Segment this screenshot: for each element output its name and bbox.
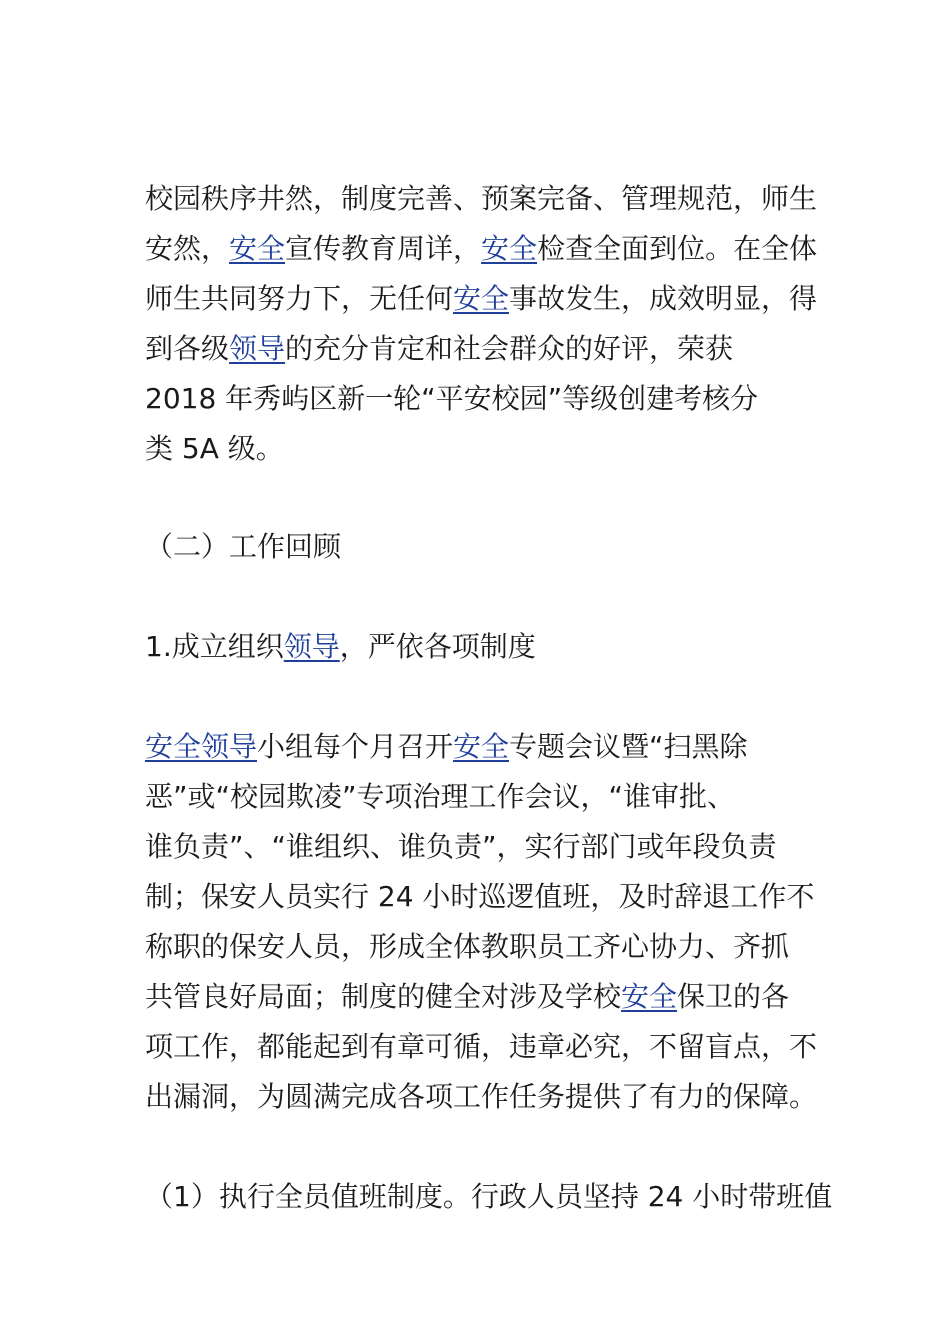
text-segment: 事故发生，成效明显，得 bbox=[509, 282, 818, 315]
text-segment: 出漏洞，为圆满完成各项工作任务提供了有力的保障。 bbox=[145, 1080, 818, 1113]
para2-line2 bbox=[145, 772, 735, 822]
text-segment: 谁负责”、“谁组织、谁负责”，实行部门或年段负责 bbox=[145, 830, 777, 863]
link-lingdao[interactable]: 领导 bbox=[283, 630, 340, 663]
para1-line4 bbox=[145, 324, 733, 374]
text-segment: 共管良好局面；制度的健全对涉及学校 bbox=[145, 980, 622, 1013]
link-anquan[interactable]: 安全 bbox=[481, 232, 538, 265]
para1-line5 bbox=[145, 374, 758, 424]
text-segment: 2018 年秀屿区新一轮“平安校园”等级创建考核分 bbox=[145, 382, 759, 415]
para1-line3 bbox=[145, 274, 817, 324]
link-anquan[interactable]: 安全 bbox=[453, 282, 510, 315]
para2-line6 bbox=[145, 972, 789, 1022]
para2-line5 bbox=[145, 922, 789, 972]
text-segment: 校园秩序井然，制度完善、预案完备、管理规范，师生 bbox=[145, 182, 818, 215]
text-segment: 类 5A 级。 bbox=[145, 432, 284, 465]
text-segment: 保卫的各 bbox=[677, 980, 790, 1013]
text-segment: 称职的保安人员，形成全体教职员工齐心协力、齐抓 bbox=[145, 930, 790, 963]
para3-line1 bbox=[145, 1172, 832, 1222]
text-segment: 的充分肯定和社会群众的好评，荣获 bbox=[285, 332, 734, 365]
para2-line4 bbox=[145, 872, 814, 922]
para1-line6 bbox=[145, 424, 284, 474]
section-heading bbox=[145, 522, 341, 572]
text-segment: ，严依各项制度 bbox=[339, 630, 536, 663]
para2-line3 bbox=[145, 822, 777, 872]
link-anquan[interactable]: 安全 bbox=[453, 730, 510, 763]
subsection-heading bbox=[145, 622, 536, 672]
text-segment: 安然， bbox=[145, 232, 230, 265]
text-segment: 到各级 bbox=[145, 332, 230, 365]
text-segment: 师生共同努力下，无任何 bbox=[145, 282, 454, 315]
text-segment: （1）执行全员值班制度。行政人员坚持 24 小时带班值 bbox=[145, 1180, 833, 1213]
para2-line1 bbox=[145, 722, 748, 772]
para2-line8 bbox=[145, 1072, 817, 1122]
link-lingdao[interactable]: 领导 bbox=[229, 332, 286, 365]
heading-text: （二）工作回顾 bbox=[145, 530, 342, 563]
text-segment: 1.成立组织 bbox=[145, 630, 284, 663]
text-segment: 专题会议暨“扫黑除 bbox=[509, 730, 748, 763]
text-segment: 检查全面到位。在全体 bbox=[537, 232, 818, 265]
para1-line1 bbox=[145, 174, 817, 224]
text-segment: 项工作，都能起到有章可循，违章必究，不留盲点，不 bbox=[145, 1030, 818, 1063]
para2-line7 bbox=[145, 1022, 817, 1072]
link-anquan[interactable]: 安全 bbox=[621, 980, 678, 1013]
link-anquan[interactable]: 安全 bbox=[229, 232, 286, 265]
link-anquan-lingdao[interactable]: 安全领导 bbox=[145, 730, 258, 763]
text-segment: 小组每个月召开 bbox=[257, 730, 454, 763]
para1-line2 bbox=[145, 224, 817, 274]
text-segment: 恶”或“校园欺凌”专项治理工作会议，“谁审批、 bbox=[145, 780, 736, 813]
text-segment: 宣传教育周详， bbox=[285, 232, 482, 265]
text-segment: 制；保安人员实行 24 小时巡逻值班，及时辞退工作不 bbox=[145, 880, 815, 913]
